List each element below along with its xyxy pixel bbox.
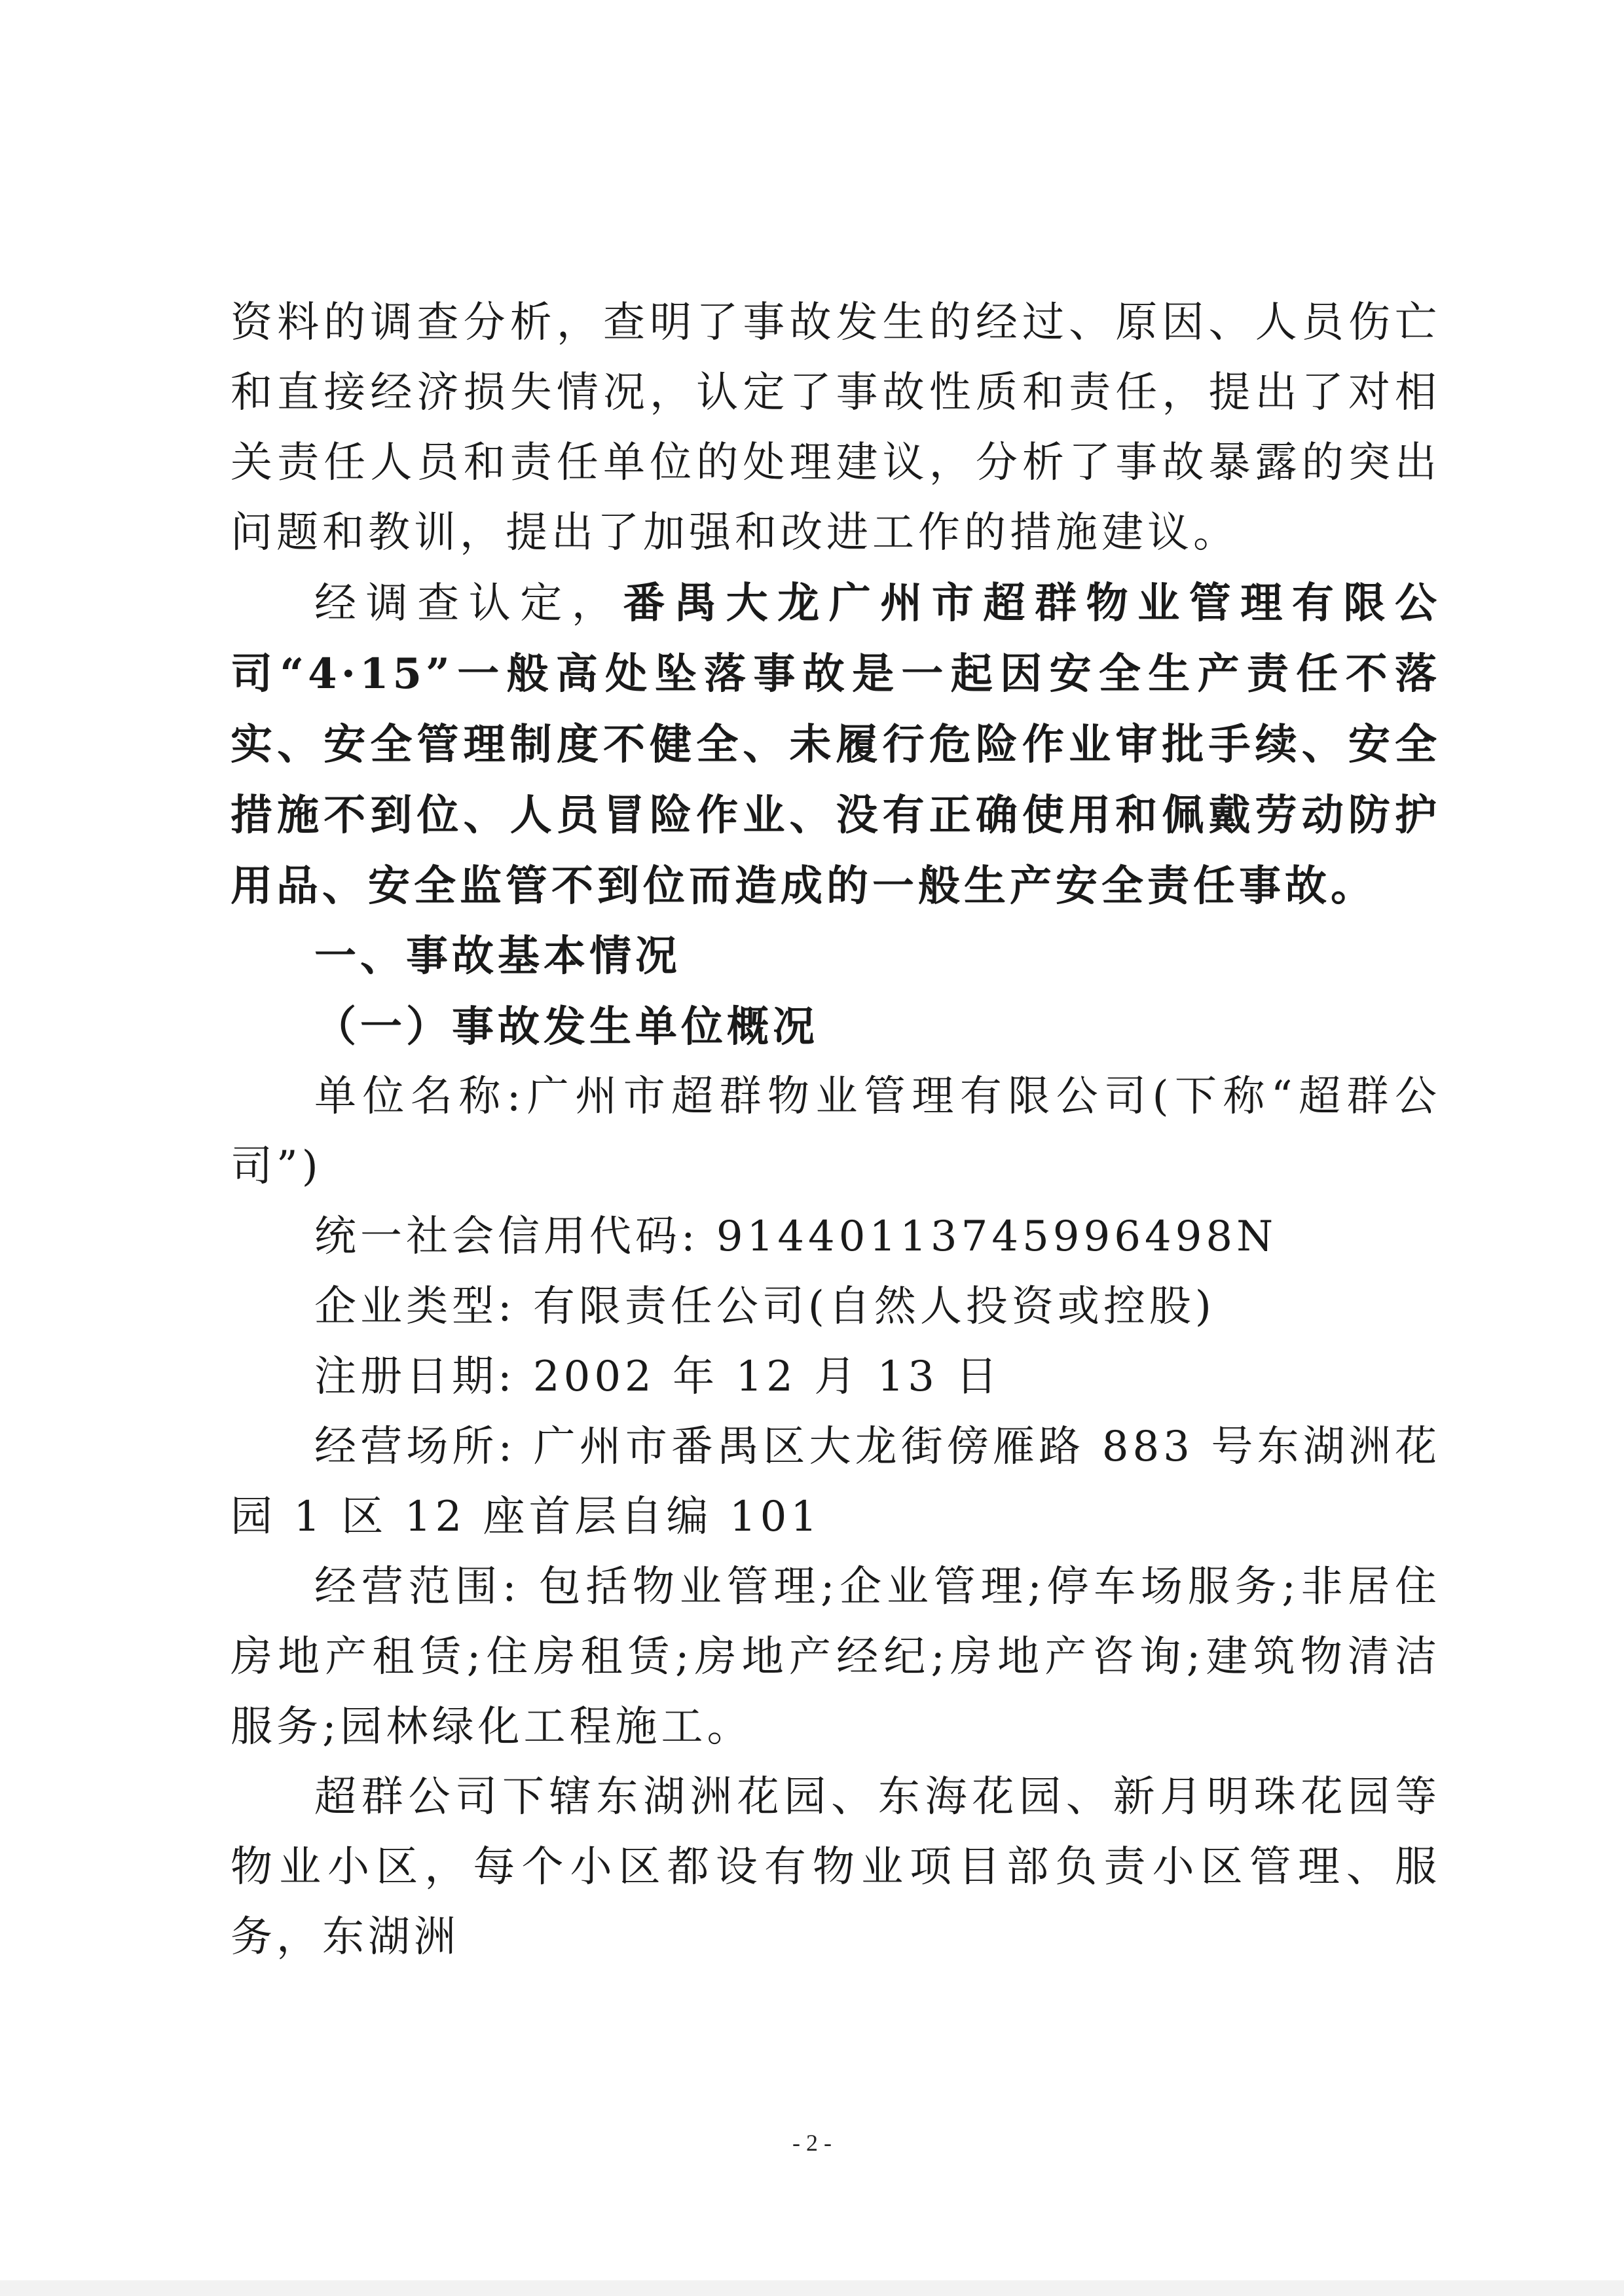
section-heading: 一、事故基本情况	[314, 932, 681, 981]
registration-date: 注册日期: 2002 年 12 月 13 日	[314, 1353, 1002, 1401]
paragraph-conclusion	[231, 568, 1441, 922]
conclusion-lead: 经调查认定，	[314, 579, 623, 628]
paragraph-intro: 资料的调查分析，查明了事故发生的经过、原因、人员伤亡和直接经济损失情况，认定了事故性质和责任，提出了对相关责任人员和责任单位的处理建议，分析了事故暴露的突出问题和教训，提出了加强和改进工作的措施建议。	[231, 299, 1441, 557]
business-scope: 经营范围: 包括物业管理;企业管理;停车场服务;非居住房地产租赁;住房租赁;房地产经纪;房地产咨询;建筑物清洁服务;园林绿化工程施工。	[231, 1563, 1441, 1751]
business-address: 经营场所: 广州市番禺区大龙街傍雁路 883 号东湖洲花园 1 区 12 座首层自编 101	[231, 1423, 1441, 1541]
page-number: - 2 -	[792, 2130, 832, 2156]
unit-name: 单位名称:广州市超群物业管理有限公司(下称“超群公司”)	[231, 1072, 1441, 1191]
bottom-band	[0, 2280, 1624, 2296]
company-overview: 超群公司下辖东湖洲花园、东海花园、新月明珠花园等物业小区，每个小区都设有物业项目部负责小区管理、服务，东湖洲	[231, 1773, 1441, 1961]
conclusion-bold: 番禺大龙广州市超群物业管理有限公司“4·15”一般高处坠落事故是一起因安全生产责任不落实、安全管理制度不健全、未履行危险作业审批手续、安全措施不到位、人员冒险作业、没有正确使用和佩戴劳动防护用品、安全监管不到位而造成的一般生产安全责任事故。	[231, 579, 1441, 911]
enterprise-type: 企业类型: 有限责任公司(自然人投资或控股)	[314, 1283, 1215, 1331]
credit-code: 统一社会信用代码: 91440113745996498N	[314, 1212, 1278, 1261]
subsection-heading: （一）事故发生单位概况	[314, 1002, 819, 1051]
document-body	[231, 288, 1441, 1973]
